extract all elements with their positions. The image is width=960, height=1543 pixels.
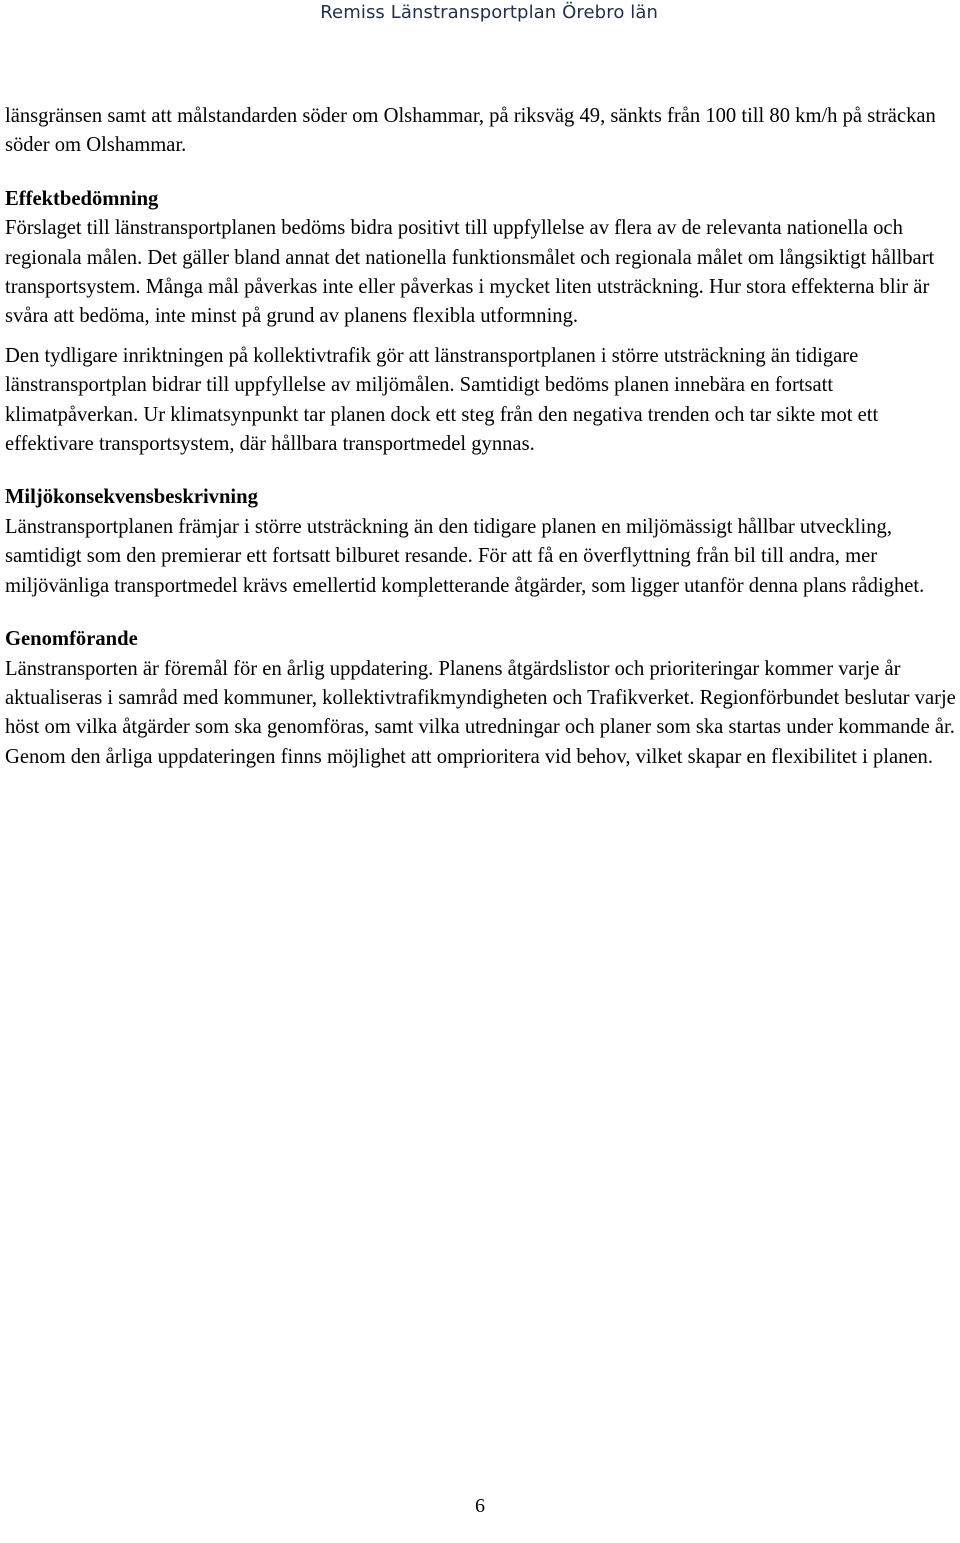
page-number: 6	[475, 1495, 485, 1517]
section-heading-effektbedomning: Effektbedömning	[5, 187, 159, 210]
genomforande-paragraph-1: Länstransporten är föremål för en årlig uppdatering. Planens åtgärdslistor och prioriteringar kommer varje år aktualiseras i samråd med kommuner, kollektivtrafikmyndigheten och Trafikverket. Regionförbundet beslutar varje höst om vilka åtgärder som ska genomföras, samt vilka utredningar och planer som ska startas under kommande år. Genom den årliga uppdateringen finns möjlighet att omprioritera vid behov, vilket skapar en flexibilitet i planen.	[5, 657, 956, 768]
section-miljokonsekvensbeskrivning	[5, 483, 960, 601]
section-heading-miljokonsekvensbeskrivning: Miljökonsekvensbeskrivning	[5, 486, 258, 509]
section-genomforande	[5, 625, 960, 772]
effektbedomning-paragraph-1: Förslaget till länstransportplanen bedöms bidra positivt till uppfyllelse av flera av de relevanta nationella och regionala målen. Det gäller bland annat det nationella funktionsmålet och regionala målet om långsiktigt hållbart transportsystem. Många mål påverkas inte eller påverkas i mycket liten utsträckning. Hur stora effekterna blir är svåra att bedöma, inte minst på grund av planens flexibla utformning.	[5, 217, 935, 328]
miljo-paragraph-1: Länstransportplanen främjar i större utsträckning än den tidigare planen en miljömässigt hållbar utveckling, samtidigt som den premierar ett fortsatt bilburet resande. För att få en överflyttning från bil till andra, mer miljövänliga transportmedel krävs emellertid kompletterande åtgärder, som ligger utanför denna plans rådighet.	[5, 515, 925, 597]
running-header: Remiss Länstransportplan Örebro län	[320, 2, 658, 23]
effektbedomning-paragraph-2: Den tydligare inriktningen på kollektivtrafik gör att länstransportplanen i större utsträckning än tidigare länstransportplan bidrar till uppfyllelse av miljömålen. Samtidigt bedöms planen innebära en fortsatt klimatpåverkan. Ur klimatsynpunkt tar planen dock ett steg från den negativa trenden och tar sikte mot ett effektivare transportsystem, där hållbara transportmedel gynnas.	[5, 344, 879, 456]
intro-paragraph: länsgränsen samt att målstandarden söder om Olshammar, på riksväg 49, sänkts från 100 till 80 km/h på sträckan söder om Olshammar.	[5, 105, 936, 157]
section-effektbedomning	[5, 185, 960, 460]
document-body	[5, 102, 960, 772]
section-heading-genomforande: Genomförande	[5, 628, 138, 651]
